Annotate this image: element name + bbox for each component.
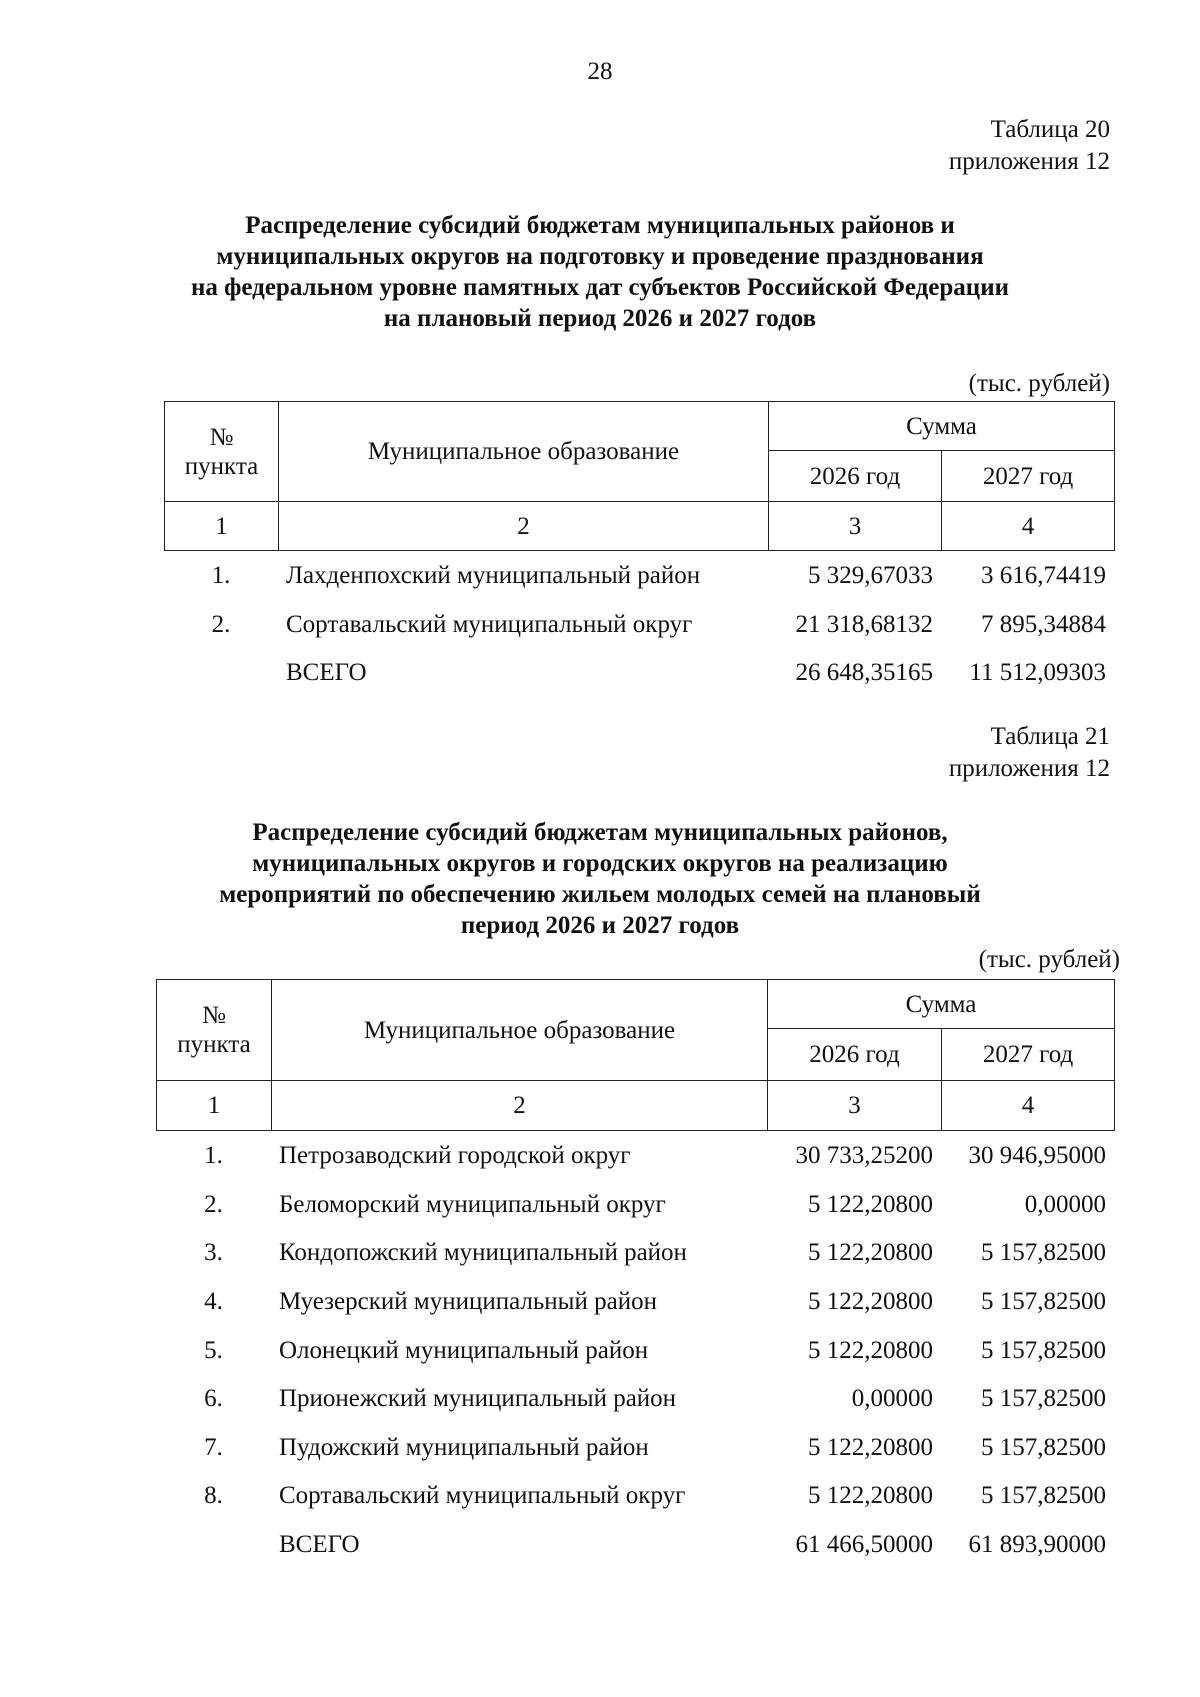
header-year-2026: 2026 год: [769, 451, 942, 502]
table21-title: [100, 817, 1100, 941]
row-value-2027: 11 512,09303: [969, 659, 1106, 687]
row-value-2027: 5 157,82500: [981, 1433, 1106, 1461]
row-value-2027: 5 157,82500: [981, 1385, 1106, 1413]
title-line: на плановый период 2026 и 2027 годов: [383, 305, 817, 332]
table-row: [156, 1326, 1114, 1375]
row-num: 8.: [204, 1482, 223, 1510]
col-number: 3: [768, 1081, 942, 1131]
header-sum: Сумма: [769, 402, 1115, 451]
table-row: [156, 1132, 1114, 1181]
table-row: [156, 1229, 1114, 1278]
row-municipality: Муезерский муниципальный район: [279, 1288, 657, 1316]
header-municipality: Муниципальное образование: [272, 980, 768, 1081]
row-value-2026: 5 122,20800: [808, 1288, 933, 1316]
title-line: период 2026 и 2027 годов: [460, 912, 740, 939]
row-value-2026: 21 318,68132: [795, 610, 933, 638]
row-num: 4.: [204, 1288, 223, 1316]
row-value-2027: 30 946,95000: [968, 1142, 1106, 1170]
row-value-2027: 7 895,34884: [981, 610, 1106, 638]
row-value-2027: 5 157,82500: [981, 1336, 1106, 1364]
row-value-2026: 5 122,20800: [808, 1239, 933, 1267]
col-number: 4: [942, 502, 1115, 551]
row-value-2027: 3 616,74419: [981, 562, 1106, 590]
row-municipality: Олонецкий муниципальный район: [279, 1336, 649, 1364]
title-line: муниципальных округов на подготовку и проведение празднования: [216, 243, 984, 270]
row-value-2026: 26 648,35165: [795, 659, 933, 687]
row-value-2027: 0,00000: [1024, 1190, 1106, 1218]
table-row: [164, 552, 1114, 601]
row-value-2026: 5 122,20800: [808, 1482, 933, 1510]
row-num: 1.: [211, 562, 231, 590]
row-municipality: Сортавальский муниципальный округ: [279, 1482, 686, 1510]
table-row-total: [164, 649, 1114, 698]
row-value-2026: 5 122,20800: [808, 1190, 933, 1218]
row-num: 2.: [211, 610, 231, 638]
header-num: № пункта: [165, 402, 279, 502]
row-num: 7.: [204, 1433, 223, 1461]
table-row: [156, 1278, 1114, 1327]
row-num: [156, 1521, 271, 1570]
row-municipality: ВСЕГО: [286, 659, 367, 687]
header-municipality: Муниципальное образование: [279, 402, 769, 502]
row-num: 5.: [204, 1336, 223, 1364]
col-number: 3: [769, 502, 942, 551]
col-number: 4: [942, 1081, 1115, 1131]
table20-reference: [949, 114, 1110, 178]
row-num: 2.: [204, 1190, 223, 1218]
col-number: 2: [279, 502, 769, 551]
row-value-2027: 5 157,82500: [981, 1482, 1106, 1510]
table20-ref-line1: Таблица 20: [990, 116, 1110, 143]
title-line: Распределение субсидий бюджетам муниципальных районов,: [252, 819, 948, 846]
row-num: 3.: [204, 1239, 223, 1267]
col-number: 1: [157, 1081, 272, 1131]
table20-header: [164, 401, 1115, 551]
header-year-2027: 2027 год: [942, 451, 1115, 502]
row-value-2026: 5 122,20800: [808, 1336, 933, 1364]
title-line: на федеральном уровне памятных дат субъектов Российской Федерации: [190, 274, 1010, 301]
header-year-2027: 2027 год: [942, 1029, 1115, 1081]
header-sum: Сумма: [768, 980, 1115, 1029]
col-number: 1: [165, 502, 279, 551]
row-num: 6.: [204, 1385, 223, 1413]
table-row: [156, 1181, 1114, 1230]
row-value-2027: 5 157,82500: [981, 1239, 1106, 1267]
row-value-2027: 5 157,82500: [981, 1288, 1106, 1316]
table-row: [164, 601, 1114, 650]
header-year-2026: 2026 год: [768, 1029, 942, 1081]
table21-body: [156, 1132, 1114, 1569]
table21-ref-line1: Таблица 21: [990, 723, 1110, 750]
table20-ref-line2: приложения 12: [948, 148, 1110, 175]
row-num: [164, 649, 278, 698]
row-value-2026: 30 733,25200: [795, 1142, 933, 1170]
row-municipality: Петрозаводский городской округ: [279, 1142, 631, 1170]
title-line: муниципальных округов и городских округов на реализацию: [252, 850, 948, 877]
row-value-2027: 61 893,90000: [968, 1531, 1106, 1559]
table20-title: [100, 210, 1100, 334]
row-value-2026: 5 122,20800: [808, 1433, 933, 1461]
row-value-2026: 5 329,67033: [808, 562, 933, 590]
title-line: мероприятий по обеспечению жильем молодых семей на плановый: [219, 881, 981, 908]
table21-ref-line2: приложения 12: [948, 755, 1110, 782]
table21-header: [156, 979, 1115, 1131]
table20-units: (тыс. рублей): [968, 370, 1110, 397]
row-municipality: Сортавальский муниципальный округ: [286, 610, 693, 638]
row-municipality: Пудожский муниципальный район: [279, 1433, 649, 1461]
table21-units: (тыс. рублей): [978, 946, 1120, 973]
row-value-2026: 0,00000: [851, 1385, 933, 1413]
table-row: [156, 1375, 1114, 1424]
row-municipality: Прионежский муниципальный район: [279, 1385, 677, 1413]
table20-body: [164, 552, 1114, 698]
row-num: 1.: [204, 1142, 223, 1170]
row-municipality: Лахденпохский муниципальный район: [286, 562, 701, 590]
row-value-2026: 61 466,50000: [795, 1531, 933, 1559]
row-municipality: Беломорский муниципальный округ: [279, 1190, 666, 1218]
table-row-total: [156, 1521, 1114, 1570]
row-municipality: Кондопожский муниципальный район: [279, 1239, 687, 1267]
row-municipality: ВСЕГО: [279, 1531, 360, 1559]
table21-reference: [949, 721, 1110, 785]
table-row: [156, 1472, 1114, 1521]
page-number: 28: [587, 58, 613, 85]
table-row: [156, 1424, 1114, 1473]
title-line: Распределение субсидий бюджетам муниципальных районов и: [245, 212, 955, 239]
header-num: № пункта: [157, 980, 272, 1081]
col-number: 2: [272, 1081, 768, 1131]
